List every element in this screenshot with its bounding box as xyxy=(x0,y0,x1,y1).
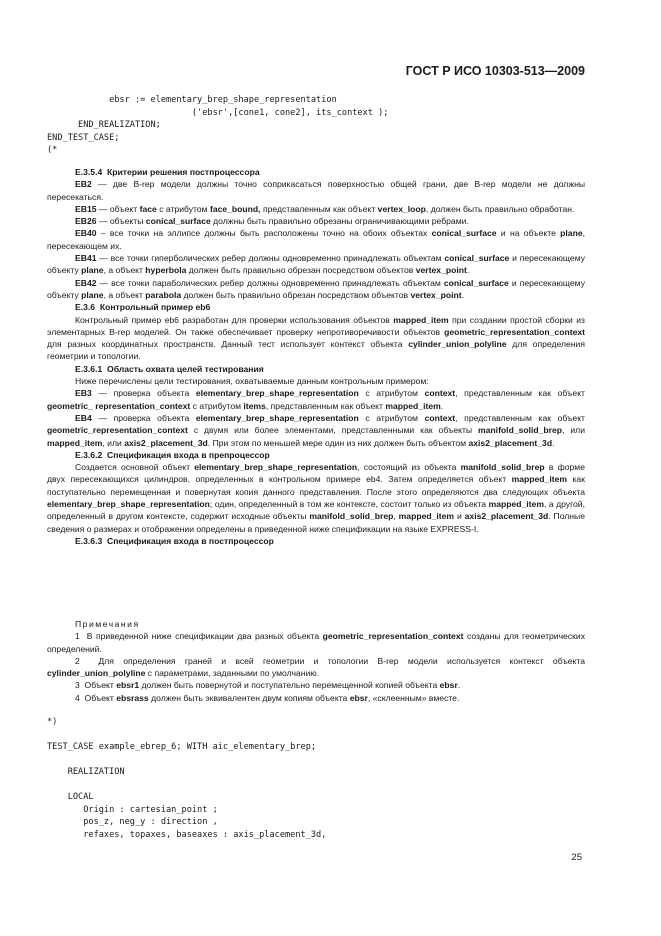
text-run: должны быть правильно обрезаны ограничивающими ребрами. xyxy=(210,216,469,227)
section-heading xyxy=(47,301,585,313)
page-number: 25 xyxy=(571,852,582,863)
bold-term: geometric_representation_context xyxy=(444,326,585,337)
bold-term: geometric_ representation_context xyxy=(47,400,191,411)
bold-term: elementary_brep_shape_representation xyxy=(194,462,358,473)
notes-list xyxy=(47,630,588,704)
bold-term: elementary_brep_shape_representation xyxy=(195,388,359,399)
bold-term: face_bound, xyxy=(209,203,261,214)
text-run: должен быть правильно обрезан посредством объектов xyxy=(186,265,416,276)
bold-term: geometric_representation_context xyxy=(322,631,464,642)
bold-term: conical_surface xyxy=(145,216,211,227)
bold-term: mapped_item xyxy=(511,474,568,485)
bold-term: vertex_loop xyxy=(377,203,426,214)
text-run: ; один, определенный в том же контексте, состоит только из объекта xyxy=(209,499,489,510)
bold-term: conical_surface xyxy=(444,253,510,264)
document-header: ГОСТ Р ИСО 10303-513—2009 xyxy=(405,64,585,78)
paragraph xyxy=(47,277,588,302)
note-item xyxy=(47,630,588,655)
text-run: с атрибутом xyxy=(156,203,210,214)
bold-term: axis2_placement_3d xyxy=(464,511,549,522)
text-run: . При этом по меньшей мере один из них должен быть объектом xyxy=(207,437,469,448)
text-run: и пересекающему объекту xyxy=(47,277,588,300)
text-run: и на объекте xyxy=(496,228,561,239)
bold-term: E.3.6.3 Спецификация входа в постпроцессор xyxy=(75,535,274,546)
text-run: в форме двух пересекающихся цилиндров, определенных в контрольном примере eb4. Затем определяется объект xyxy=(47,462,588,485)
text-run: и xyxy=(454,511,465,522)
text-run: , представленным как объект xyxy=(455,412,588,423)
text-run: , а другой, определенный в другом контексте, содержит исходные объекты xyxy=(47,499,588,522)
text-run: — объекты xyxy=(96,216,146,227)
bold-term: ebsr xyxy=(439,680,458,691)
text-run: с атрибутом xyxy=(358,388,425,399)
paragraph xyxy=(47,387,588,412)
text-run: Создается основной объект xyxy=(75,462,195,473)
bold-term: EB41 xyxy=(75,253,97,264)
bold-term: E.3.6 Контрольный пример eb6 xyxy=(75,302,211,313)
bold-term: context xyxy=(424,388,456,399)
bold-term: E.3.6.1 Область охвата целей тестирования xyxy=(75,363,264,374)
text-run: должен быть повернутой и поступательно перемещенной копией объекта xyxy=(139,680,440,691)
text-run: с параметрами, заданными по умолчанию. xyxy=(145,668,320,679)
text-run: для разных координатных пространств. Данный тест использует контекст объекта xyxy=(47,326,588,350)
text-run: — две B-rep модели должны точно соприкасаться поверхностью общей грани, две B-rep модели не должны пересекаться. xyxy=(47,179,588,202)
notes-section xyxy=(47,618,588,704)
bold-term: EB26 xyxy=(75,216,97,227)
section-heading xyxy=(47,166,585,178)
bold-term: manifold_solid_brep xyxy=(478,425,563,436)
text-run: и пересекающему объекту xyxy=(47,253,588,276)
text-run: , xyxy=(393,511,399,522)
text-run: 3 Объект xyxy=(75,680,117,691)
text-run: . xyxy=(461,289,464,300)
paragraph xyxy=(47,252,588,277)
notes-title: Примечания xyxy=(75,619,140,629)
paragraph xyxy=(47,314,588,363)
body-text xyxy=(47,166,588,547)
paragraph xyxy=(47,461,588,535)
text-run: с двумя или более элементами, представленными как объекты xyxy=(187,425,479,436)
text-run: , представленным как объект xyxy=(265,400,386,411)
text-run: — все точки параболических ребер должны одновременно принадлежать объектам xyxy=(96,277,444,288)
bold-term: EB3 xyxy=(75,388,92,399)
bold-term: manifold_solid_brep xyxy=(309,511,394,522)
text-run: , должен быть правильно обработан. xyxy=(425,203,575,214)
text-run: — все точки гиперболических ребер должны одновременно принадлежать объектам xyxy=(96,253,445,264)
text-run: . xyxy=(552,437,555,448)
bold-term: geometric_representation_context xyxy=(47,425,188,436)
bold-term: E.3.5.4 Критерии решения постпроцессора xyxy=(75,167,260,177)
bold-term: elementary_brep_shape_representation xyxy=(47,499,210,510)
paragraph xyxy=(47,215,585,227)
note-item xyxy=(47,692,585,704)
bold-term: mapped_item xyxy=(488,499,544,510)
text-run: , представленным как объект xyxy=(455,388,588,399)
bold-term: plane xyxy=(560,228,583,239)
text-run: 2 Для определения граней и всей геометрии и топологии B-rep модели используется контекст объекта xyxy=(75,655,588,666)
text-run: – все точки на эллипсе должны быть расположены точно на обоих объектах xyxy=(96,228,432,239)
bold-term: EB4 xyxy=(75,412,92,423)
bold-term: vertex_point xyxy=(415,265,467,276)
bold-term: hyperbola xyxy=(145,265,187,276)
bold-term: context xyxy=(424,412,456,423)
code-block-bottom: *) TEST_CASE example_ebrep_6; WITH aic_elementary_brep; REALIZATION LOCAL Origin : cartesian_point ; pos_z, neg_y : direction , refaxes, topaxes, baseaxes : axis_placement_3d, xyxy=(47,717,327,840)
bold-term: conical_surface xyxy=(431,228,497,239)
text-run: . xyxy=(457,680,461,691)
paragraph xyxy=(47,227,588,252)
text-run: . Полные сведения о размерах и отображении определены в приведенной ниже спецификации на языке EXPRESS-I. xyxy=(47,511,588,534)
bold-term: mapped_item xyxy=(385,400,441,411)
bold-term: elementary_brep_shape_representation xyxy=(195,412,359,423)
paragraphs xyxy=(47,166,588,547)
bold-term: vertex_point xyxy=(410,289,462,300)
text-run: , состоящий из объекта xyxy=(357,462,461,473)
text-run: при создании простой сборки из элементарных B-rep моделей. Он также обеспечивает проверку непротиворечивости объектов xyxy=(47,314,588,337)
bold-term: mapped_item xyxy=(393,314,449,325)
bold-term: EB40 xyxy=(75,228,97,239)
paragraph xyxy=(47,375,585,387)
bold-term: manifold_solid_brep xyxy=(460,462,545,473)
paragraph xyxy=(47,178,588,203)
text-run: , или xyxy=(562,425,588,436)
text-run: как поступательно перемещенная и повернутая копия данного представления. После этого определяются два следующих объекта xyxy=(47,474,588,497)
section-heading xyxy=(47,363,585,375)
text-run: созданы для геометрических определений. xyxy=(47,631,588,654)
bold-term: face xyxy=(139,203,157,214)
bold-term: items xyxy=(243,400,266,411)
text-run: , а объект xyxy=(103,289,146,300)
bold-term: E.3.6.2 Спецификация входа в препроцессор xyxy=(75,449,270,460)
text-run: , пересекающем их. xyxy=(47,228,588,251)
text-run: , «склеенным» вместе. xyxy=(367,692,460,703)
section-heading xyxy=(47,449,585,461)
bold-term: conical_surface xyxy=(443,277,509,288)
bold-term: plane xyxy=(81,289,104,300)
text-run: — объект xyxy=(96,203,140,214)
bold-term: mapped_item xyxy=(398,511,455,522)
text-run: Контрольный пример eb6 разработан для проверки использования объектов xyxy=(75,314,394,325)
text-run: . xyxy=(440,400,444,411)
bold-term: EB42 xyxy=(75,277,97,288)
bold-term: cylinder_union_polyline xyxy=(408,339,507,350)
text-run: должен быть эквивалентен двум копиям объекта xyxy=(148,692,350,703)
code-block-top: ebsr := elementary_brep_shape_representation ('ebsr',[cone1, cone2], its_context ); END_REALIZATION; END_TEST_CASE; (* xyxy=(47,95,389,155)
section-heading xyxy=(47,535,585,547)
text-run: , или xyxy=(102,437,125,448)
bold-term: parabola xyxy=(145,289,182,300)
bold-term: ebsrass xyxy=(116,692,149,703)
bold-term: axis2_placement_3d xyxy=(468,437,553,448)
paragraph xyxy=(47,203,585,215)
text-run: 4 Объект xyxy=(75,692,117,703)
bold-term: ebsr xyxy=(349,692,368,703)
text-run: должен быть правильно обрезан посредством объектов xyxy=(181,289,411,300)
paragraph xyxy=(47,412,588,449)
text-run: представленным как объект xyxy=(260,203,378,214)
bold-term: EB2 xyxy=(75,179,92,190)
text-run: с атрибутом xyxy=(190,400,244,411)
note-item xyxy=(47,655,588,680)
bold-term: mapped_item xyxy=(47,437,103,448)
text-run: 1 В приведенной ниже спецификации два разных объекта xyxy=(75,631,323,642)
text-run: , а объект xyxy=(103,265,146,276)
bold-term: cylinder_union_polyline xyxy=(47,668,146,679)
bold-term: axis2_placement_3d xyxy=(124,437,208,448)
text-run: — проверка объекта xyxy=(91,412,196,423)
text-run: — проверка объекта xyxy=(91,388,196,399)
note-item xyxy=(47,679,585,691)
text-run: Ниже перечислены цели тестирования, охватываемые данным контрольным примером: xyxy=(75,376,429,387)
text-run: для определения геометрии и топологии. xyxy=(47,339,588,362)
bold-term: plane xyxy=(81,265,104,276)
bold-term: ebsr1 xyxy=(116,680,140,691)
text-run: с атрибутом xyxy=(358,412,425,423)
bold-term: EB15 xyxy=(75,203,97,214)
text-run: . xyxy=(466,265,470,276)
